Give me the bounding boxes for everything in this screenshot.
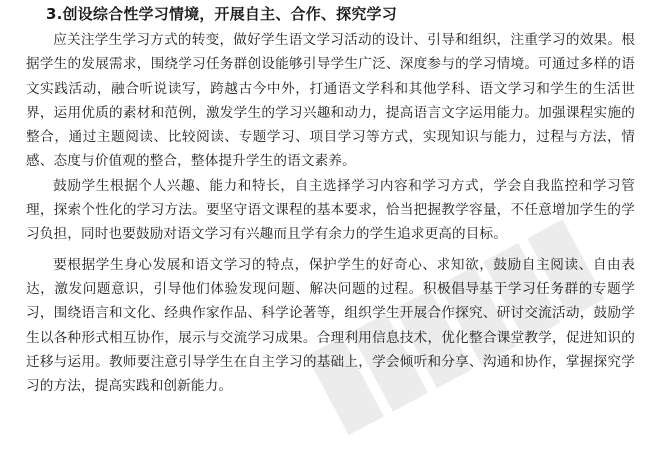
paragraph-2: 鼓励学生根据个人兴趣、能力和特长，自主选择学习内容和学习方式，学会自我监控和学习管理，探索个性化的学习方法。要坚守语文课程的基本要求，恰当把握教学容量，不任意增加学生的学习负担，同时也要鼓励对语文学习有兴趣而且学有余力的学生追求更高的目标。 (26, 177, 635, 243)
section-heading: 3.创设综合性学习情境，开展自主、合作、探究学习 (46, 5, 397, 23)
paragraph-3: 要根据学生身心发展和语文学习的特点，保护学生的好奇心、求知欲，鼓励自主阅读、自由表达，激发问题意识，引导他们体验发现问题、解决问题的过程。积极倡导基于学习任务群的专题学习，围绕语言和文化、经典作家作品、科学论著等，组织学生开展合作探究、研讨交流活动，鼓励学生以各种形式相互协作，展示与交流学习成果。合理利用信息技术，优化整合课堂教学，促进知识的迁移与运用。教师要注意引导学生在自主学习的基础上，学会倾听和分享、沟通和协作，掌握探究学习的方法，提高实践和创新能力。 (26, 256, 635, 395)
paragraph-1: 应关注学生学习方式的转变，做好学生语文学习活动的设计、引导和组织，注重学习的效果。根据学生的发展需求，围绕学习任务群创设能够引导学生广泛、深度参与的学习情境。可通过多样的语文实践活动，融合听说读写，跨越古今中外，打通语文学科和其他学科、语文学习和学生的生活世界，运用优质的素材和范例，激发学生的学习兴趣和动力，提高语言文字运用能力。加强课程实施的整合，通过主题阅读、比较阅读、专题学习、项目学习等方式，实现知识与能力，过程与方法，情感、态度与价值观的整合，整体提升学生的语文素养。 (26, 32, 635, 170)
